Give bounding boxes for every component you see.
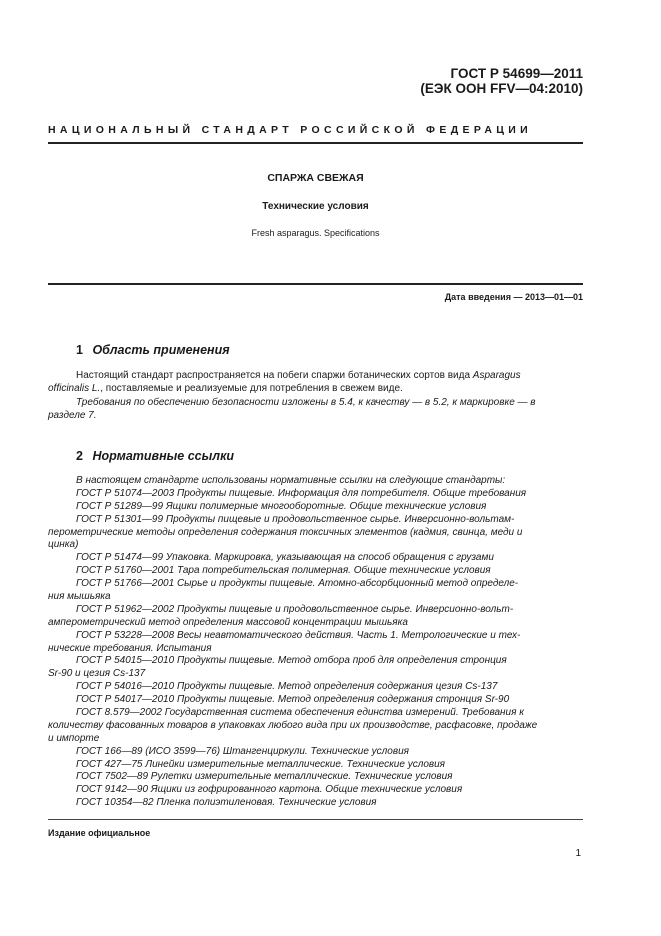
reference-line: ГОСТ Р 54017—2010 Продукты пищевые. Метод определения содержания стронция Sr-90 (76, 694, 510, 706)
reference-line: ГОСТ Р 51074—2003 Продукты пищевые. Информация для потребителя. Общие требования (76, 487, 527, 499)
reference-line: Sr-90 и цезия Cs-137 (48, 668, 146, 680)
scope-paragraph-line: Настоящий стандарт распространяется на побеги спаржи ботанических сортов вида Asparagus (76, 370, 521, 381)
title-rule (48, 283, 583, 285)
reference-line: ГОСТ Р 51962—2002 Продукты пищевые и продовольственное сырье. Инверсионно-вольт- (76, 603, 514, 615)
footer-rule (48, 819, 583, 820)
scope-paragraph-line: Требования по обеспечению безопасности изложены в 5.4, к качеству — в 5.2, к маркировке — в (76, 397, 536, 408)
reference-line: ГОСТ 9142—90 Ящики из гофрированного картона. Общие технические условия (76, 784, 463, 796)
national-standard-banner: НАЦИОНАЛЬНЫЙ СТАНДАРТ РОССИЙСКОЙ ФЕДЕРАЦИИ (48, 124, 533, 136)
reference-line: ГОСТ 427—75 Линейки измерительные металлические. Технические условия (76, 758, 446, 770)
section-number: 1 (76, 343, 83, 357)
english-title: Fresh asparagus. Specifications (251, 228, 380, 238)
reference-line: ГОСТ Р 51760—2001 Тара потребительская полимерная. Общие технические условия (76, 565, 491, 577)
introduction-date: Дата введения — 2013—01—01 (444, 292, 583, 302)
reference-line: и импорте (48, 732, 100, 744)
scope-paragraph-line: разделе 7. (48, 410, 97, 421)
reference-line: ГОСТ 8.579—2002 Государственная система обеспечения единства измерений. Требования к (76, 707, 524, 719)
reference-line: ГОСТ Р 51766—2001 Сырье и продукты пищевые. Атомно-абсорбционный метод определе- (76, 578, 519, 590)
reference-line: В настоящем стандарте использованы нормативные ссылки на следующие стандарты: (76, 475, 506, 486)
section-title: Нормативные ссылки (92, 449, 235, 463)
section-heading-references (76, 449, 234, 463)
reference-line: количеству фасованных товаров в упаковках любого вида при их производстве, расфасовке, продаже (48, 719, 538, 731)
reference-line: ния мышьяка (48, 591, 111, 603)
standard-code: ГОСТ Р 54699—2011 (450, 66, 583, 81)
reference-line: нические требования. Испытания (48, 642, 212, 654)
reference-line: амперометрический метод определения массовой концентрации мышьяка (48, 616, 408, 628)
document-subtitle: Технические условия (262, 201, 369, 212)
reference-line: ГОСТ Р 51474—99 Упаковка. Маркировка, указывающая на способ обращения с грузами (76, 552, 494, 564)
reference-line: перометрические методы определения содержания токсичных элементов (кадмия, свинца, меди и (48, 526, 523, 538)
reference-line: ГОСТ 10354—82 Пленка полиэтиленовая. Технические условия (76, 797, 377, 809)
reference-line: ГОСТ Р 54016—2010 Продукты пищевые. Метод определения содержания цезия Cs-137 (76, 681, 498, 693)
scope-paragraph-line: officinalis L., поставляемые и реализуемые для потребления в свежем виде. (48, 383, 403, 394)
reference-line: ГОСТ 7502—89 Рулетки измерительные металлические. Технические условия (76, 771, 453, 783)
section-title: Область применения (92, 343, 230, 357)
header-rule (48, 142, 583, 144)
section-heading-scope (76, 343, 230, 357)
normative-references-list (48, 475, 583, 810)
document-code-block (420, 66, 583, 96)
official-edition-label: Издание официальное (48, 828, 151, 838)
reference-line: цинка) (48, 539, 79, 551)
reference-line: ГОСТ Р 51301—99 Продукты пищевые и продовольственное сырье. Инверсионно-вольтам- (76, 513, 515, 525)
reference-line: ГОСТ Р 54015—2010 Продукты пищевые. Метод отбора проб для определения стронция (76, 655, 507, 667)
document-title: СПАРЖА СВЕЖАЯ (267, 172, 364, 184)
reference-line: ГОСТ Р 51289—99 Ящики полимерные многооборотные. Общие технические условия (76, 500, 487, 512)
section-number: 2 (76, 449, 83, 463)
page-number: 1 (575, 848, 581, 859)
reference-line: ГОСТ Р 53228—2008 Весы неавтоматического действия. Часть 1. Метрологические и тех- (76, 629, 521, 641)
standard-code-alt: (ЕЭК ООН FFV—04:2010) (420, 81, 583, 96)
reference-line: ГОСТ 166—89 (ИСО 3599—76) Штангенциркули. Технические условия (76, 745, 409, 757)
